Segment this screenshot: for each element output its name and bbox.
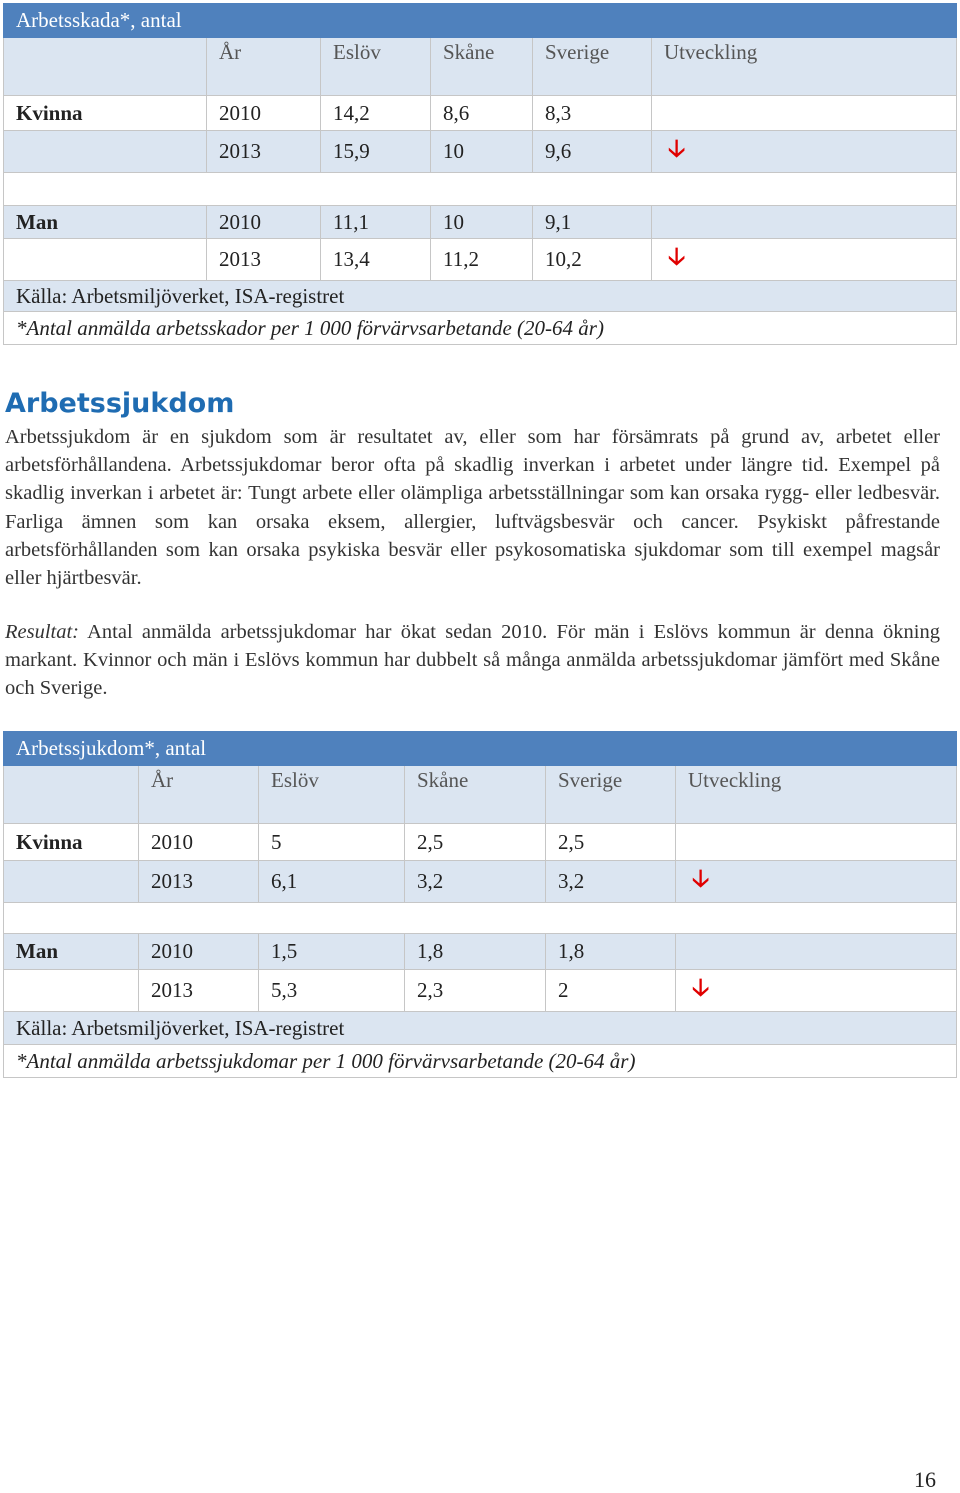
cell-sverige: 8,3 (533, 96, 652, 131)
table-row (4, 206, 957, 239)
table-row (4, 824, 957, 861)
cell-eslov: 1,5 (259, 934, 405, 970)
source-note: Källa: Arbetsmiljöverket, ISA-registret (4, 1012, 957, 1045)
table-row (4, 970, 957, 1012)
table-row (4, 96, 957, 131)
cell-sverige: 9,6 (533, 131, 652, 173)
down-arrow-icon: 🡣 (668, 242, 686, 270)
header-empty (4, 766, 139, 824)
cell-skane: 2,5 (405, 824, 546, 861)
section-heading: Arbetssjukdom (5, 388, 235, 419)
table-arbetssjukdom (3, 731, 957, 1078)
body-paragraph: Arbetssjukdom är en sjukdom som är resultatet av, eller som har försämrats på grund av, arbetet eller arbetsförhållandena. Arbetssjukdomar beror ofta på skadlig inverkan i arbetet under längre tid. Exempel på skadlig inverkan i arbetet är: Tungt arbete eller olämpliga arbetsställningar som kan orsaka rygg- eller ledbesvär. Farliga ämnen som kan orsaka eksem, allergier, luftvägsbesvär och cancer. Psykiskt påfrestande arbetsförhållanden som kan orsaka psykiska besvär eller psykosomatiska sjukdomar som till exempel magsår eller hjärtbesvär. (5, 426, 940, 590)
header-empty (4, 38, 207, 96)
table-row (4, 239, 957, 281)
cell-year: 2010 (139, 824, 259, 861)
cell-skane: 11,2 (431, 239, 533, 281)
down-arrow-icon: 🡣 (668, 134, 686, 162)
footnote: *Antal anmälda arbetsskador per 1 000 förvärvsarbetande (20-64 år) (4, 312, 957, 345)
cell-year: 2013 (139, 861, 259, 903)
cell-eslov: 14,2 (321, 96, 431, 131)
col-header-skane: Skåne (405, 766, 546, 824)
col-header-eslov: Eslöv (259, 766, 405, 824)
cell-eslov: 13,4 (321, 239, 431, 281)
spacer-row (4, 903, 957, 934)
table-title: Arbetsskada*, antal (4, 4, 957, 38)
cell-trend (676, 970, 957, 1012)
down-arrow-icon: 🡣 (692, 864, 710, 892)
cell-skane: 10 (431, 131, 533, 173)
cell-trend (652, 131, 957, 173)
cell-sverige: 9,1 (533, 206, 652, 239)
cell-skane: 8,6 (431, 96, 533, 131)
col-header-sverige: Sverige (546, 766, 676, 824)
col-header-utveckling: Utveckling (676, 766, 957, 824)
cell-trend (652, 96, 957, 131)
cell-sverige: 2 (546, 970, 676, 1012)
cell-trend (652, 206, 957, 239)
col-header-eslov: Eslöv (321, 38, 431, 96)
col-header-year: År (207, 38, 321, 96)
cell-year: 2013 (207, 131, 321, 173)
cell-skane: 10 (431, 206, 533, 239)
down-arrow-icon: 🡣 (692, 973, 710, 1001)
cell-year: 2010 (207, 96, 321, 131)
cell-sverige: 3,2 (546, 861, 676, 903)
cell-year: 2013 (207, 239, 321, 281)
cell-eslov: 5,3 (259, 970, 405, 1012)
cell-sverige: 2,5 (546, 824, 676, 861)
cell-trend (676, 861, 957, 903)
cell-skane: 1,8 (405, 934, 546, 970)
cell-trend (676, 934, 957, 970)
cell-eslov: 5 (259, 824, 405, 861)
group-label: Kvinna (4, 824, 139, 861)
cell-eslov: 11,1 (321, 206, 431, 239)
col-header-year: År (139, 766, 259, 824)
cell-trend (676, 824, 957, 861)
page-number: 16 (914, 1467, 936, 1492)
col-header-skane: Skåne (431, 38, 533, 96)
cell-eslov: 15,9 (321, 131, 431, 173)
table-title: Arbetssjukdom*, antal (4, 732, 957, 766)
cell-skane: 3,2 (405, 861, 546, 903)
table-row (4, 861, 957, 903)
spacer-row (4, 173, 957, 206)
table-row (4, 131, 957, 173)
group-label: Kvinna (4, 96, 207, 131)
cell-skane: 2,3 (405, 970, 546, 1012)
group-label: Man (4, 934, 139, 970)
cell-year: 2010 (207, 206, 321, 239)
table-row (4, 934, 957, 970)
col-header-sverige: Sverige (533, 38, 652, 96)
result-text: Antal anmälda arbetssjukdomar har ökat sedan 2010. För män i Eslövs kommun är denna ökning markant. Kvinnor och män i Eslövs kommun har dubbelt så många anmälda arbetssjukdomar jämfört med Skåne och Sverige. (5, 621, 940, 700)
footnote: *Antal anmälda arbetssjukdomar per 1 000 förvärvsarbetande (20-64 år) (4, 1045, 957, 1078)
cell-year: 2010 (139, 934, 259, 970)
table-arbetsskada (3, 3, 957, 345)
source-note: Källa: Arbetsmiljöverket, ISA-registret (4, 281, 957, 312)
col-header-utveckling: Utveckling (652, 38, 957, 96)
cell-trend (652, 239, 957, 281)
result-paragraph (5, 618, 940, 703)
result-label: Resultat: (5, 621, 80, 643)
cell-year: 2013 (139, 970, 259, 1012)
cell-eslov: 6,1 (259, 861, 405, 903)
cell-sverige: 10,2 (533, 239, 652, 281)
group-label: Man (4, 206, 207, 239)
cell-sverige: 1,8 (546, 934, 676, 970)
